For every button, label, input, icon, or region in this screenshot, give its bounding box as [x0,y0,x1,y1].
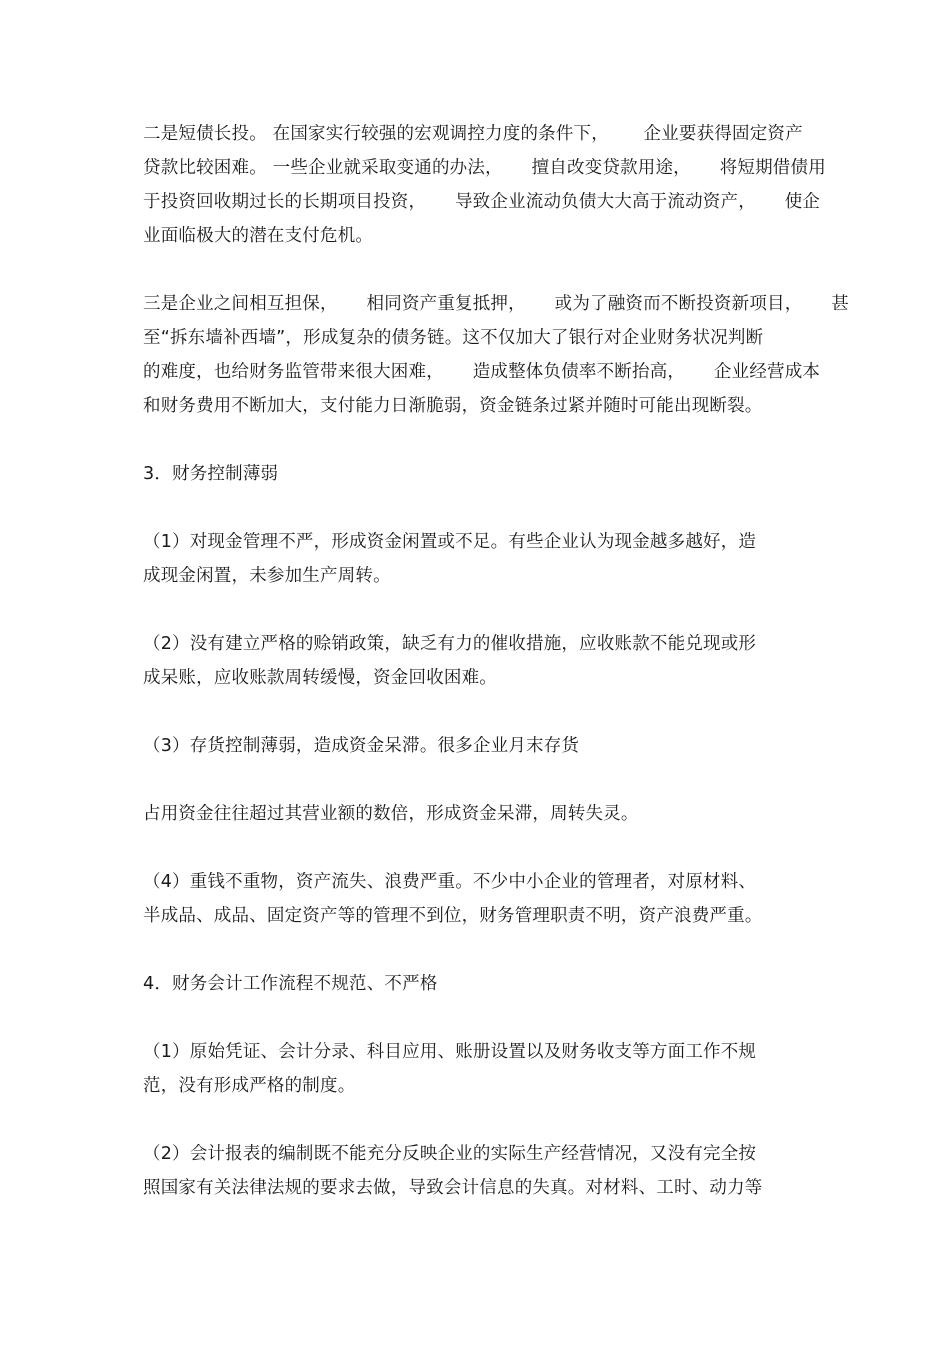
item-2-line-2: 成呆账，应收账款周转缓慢，资金回收困难。 [143,668,497,688]
paragraph-1-line-4: 业面临极大的潜在支付危机。 [143,226,374,246]
item-4-1-line-2: 范，没有形成严格的制度。 [143,1076,356,1096]
item-4-line-2: 半成品、成品、固定资产等的管理不到位，财务管理职责不明，资产浪费严重。 [143,906,763,926]
item-3-line-1: （3）存货控制薄弱，造成资金呆滞。很多企业月末存货 [143,736,580,756]
item-4-1-line-1: （1）原始凭证、会计分录、科目应用、账册设置以及财务收支等方面工作不规 [143,1042,757,1062]
item-1-line-2: 成现金闲置，未参加生产周转。 [143,566,391,586]
paragraph-2-line-4: 和财务费用不断加大，支付能力日渐脆弱，资金链条过紧并随时可能出现断裂。 [143,396,763,416]
paragraph-2-line-2: 至“拆东墙补西墙”，形成复杂的债务链。这不仅加大了银行对企业财务状况判断 [143,328,764,348]
section-heading-4: 4．财务会计工作流程不规范、不严格 [143,974,438,994]
item-4-2-line-1: （2）会计报表的编制既不能充分反映企业的实际生产经营情况，又没有完全按 [143,1144,757,1164]
item-4-2-line-2: 照国家有关法律法规的要求去做，导致会计信息的失真。对材料、工时、动力等 [143,1178,763,1198]
section-heading-3: 3．财务控制薄弱 [143,464,279,484]
paragraph-1-line-3: 于投资回收期过长的长期项目投资， 导致企业流动负债大大高于流动资产， 使企 [143,192,821,212]
paragraph-1-line-1: 二是短债长投。 在国家实行较强的宏观调控力度的条件下， 企业要获得固定资产 [143,124,803,144]
item-4-line-1: （4）重钱不重物，资产流失、浪费严重。不少中小企业的管理者，对原材料、 [143,872,757,892]
paragraph-2-line-3: 的难度，也给财务监管带来很大困难， 造成整体负债率不断抬高， 企业经营成本 [143,362,821,382]
paragraph-2-line-1: 三是企业之间相互担保， 相同资产重复抵押， 或为了融资而不断投资新项目， 甚 [143,294,849,314]
item-3-continuation: 占用资金往往超过其营业额的数倍，形成资金呆滞，周转失灵。 [143,804,639,824]
item-1-line-1: （1）对现金管理不严，形成资金闲置或不足。有些企业认为现金越多越好，造 [143,532,757,552]
paragraph-1-line-2: 贷款比较困难。 一些企业就采取变通的办法， 擅自改变贷款用途， 将短期借债用 [143,158,826,178]
item-2-line-1: （2）没有建立严格的赊销政策，缺乏有力的催收措施，应收账款不能兑现或形 [143,634,757,654]
